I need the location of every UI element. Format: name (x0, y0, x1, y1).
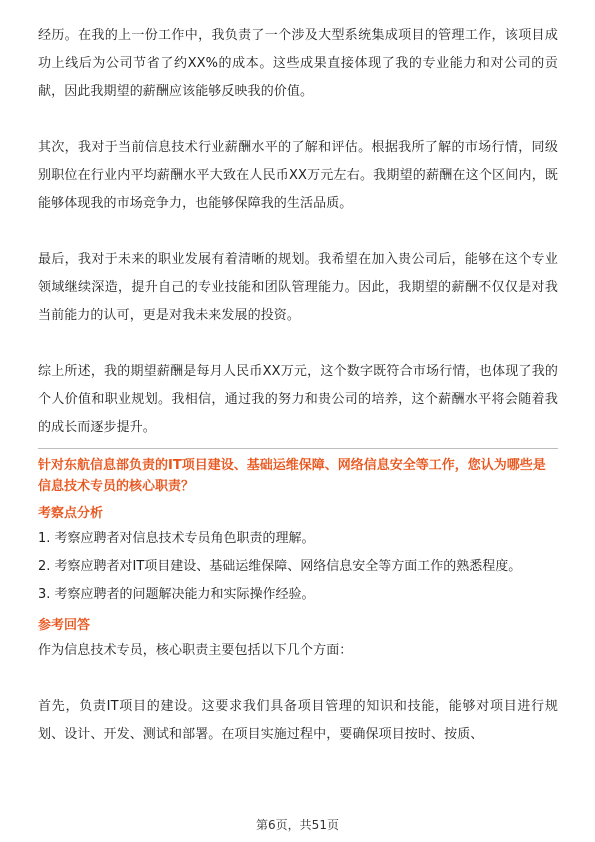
paragraph-gap (38, 665, 558, 693)
paragraph-gap (38, 330, 558, 358)
section-divider (38, 448, 558, 449)
paragraph-summary: 综上所述，我的期望薪酬是每月人民币XX万元，这个数字既符合市场行情，也体现了我的个人价值和职业规划。我相信，通过我的努力和贵公司的培养，这个薪酬水平将会随着我的成长而逐步提升。 (38, 364, 558, 435)
answer-heading: 参考回答 (38, 618, 91, 633)
paragraph-market-evaluation: 其次，我对于当前信息技术行业薪酬水平的了解和评估。根据我所了解的市场行情，同级别职位在行业内平均薪酬水平大致在人民币XX万元左右。我期望的薪酬在这个区间内，既能够体现我的市场竞争力，也能够保障我的生活品质。 (38, 140, 558, 211)
paragraph-gap (38, 106, 558, 134)
interview-question: 针对东航信息部负责的IT项目建设、基础运维保障、网络信息安全等工作，您认为哪些是信息技术专员的核心职责？ (38, 458, 546, 494)
paragraph-intro-continuation: 经历。在我的上一份工作中，我负责了一个涉及大型系统集成项目的管理工作，该项目成功上线后为公司节省了约XX%的成本。这些成果直接体现了我的专业能力和对公司的贡献，因此我期望的薪酬应该能够反映我的价值。 (38, 28, 558, 99)
answer-intro: 作为信息技术专员，核心职责主要包括以下几个方面： (38, 643, 353, 658)
paragraph-career-plan: 最后，我对于未来的职业发展有着清晰的规划。我希望在加入贵公司后，能够在这个专业领域继续深造，提升自己的专业技能和团队管理能力。因此，我期望的薪酬不仅仅是对我当前能力的认可，更是对我未来发展的投资。 (38, 252, 558, 323)
analysis-item: 3. 考察应聘者的问题解决能力和实际操作经验。 (38, 587, 315, 602)
analysis-item: 1. 考察应聘者对信息技术专员角色职责的理解。 (38, 531, 315, 546)
analysis-item: 2. 考察应聘者对IT项目建设、基础运维保障、网络信息安全等方面工作的熟悉程度。 (38, 559, 522, 574)
paragraph-gap (38, 218, 558, 246)
answer-paragraph-first: 首先，负责IT项目的建设。这要求我们具备项目管理的知识和技能，能够对项目进行规划、设计、开发、测试和部署。在项目实施过程中，要确保项目按时、按质、 (38, 699, 558, 742)
page-number: 第6页，共51页 (256, 818, 339, 832)
page-content (38, 22, 558, 749)
analysis-heading: 考察点分析 (38, 506, 104, 521)
